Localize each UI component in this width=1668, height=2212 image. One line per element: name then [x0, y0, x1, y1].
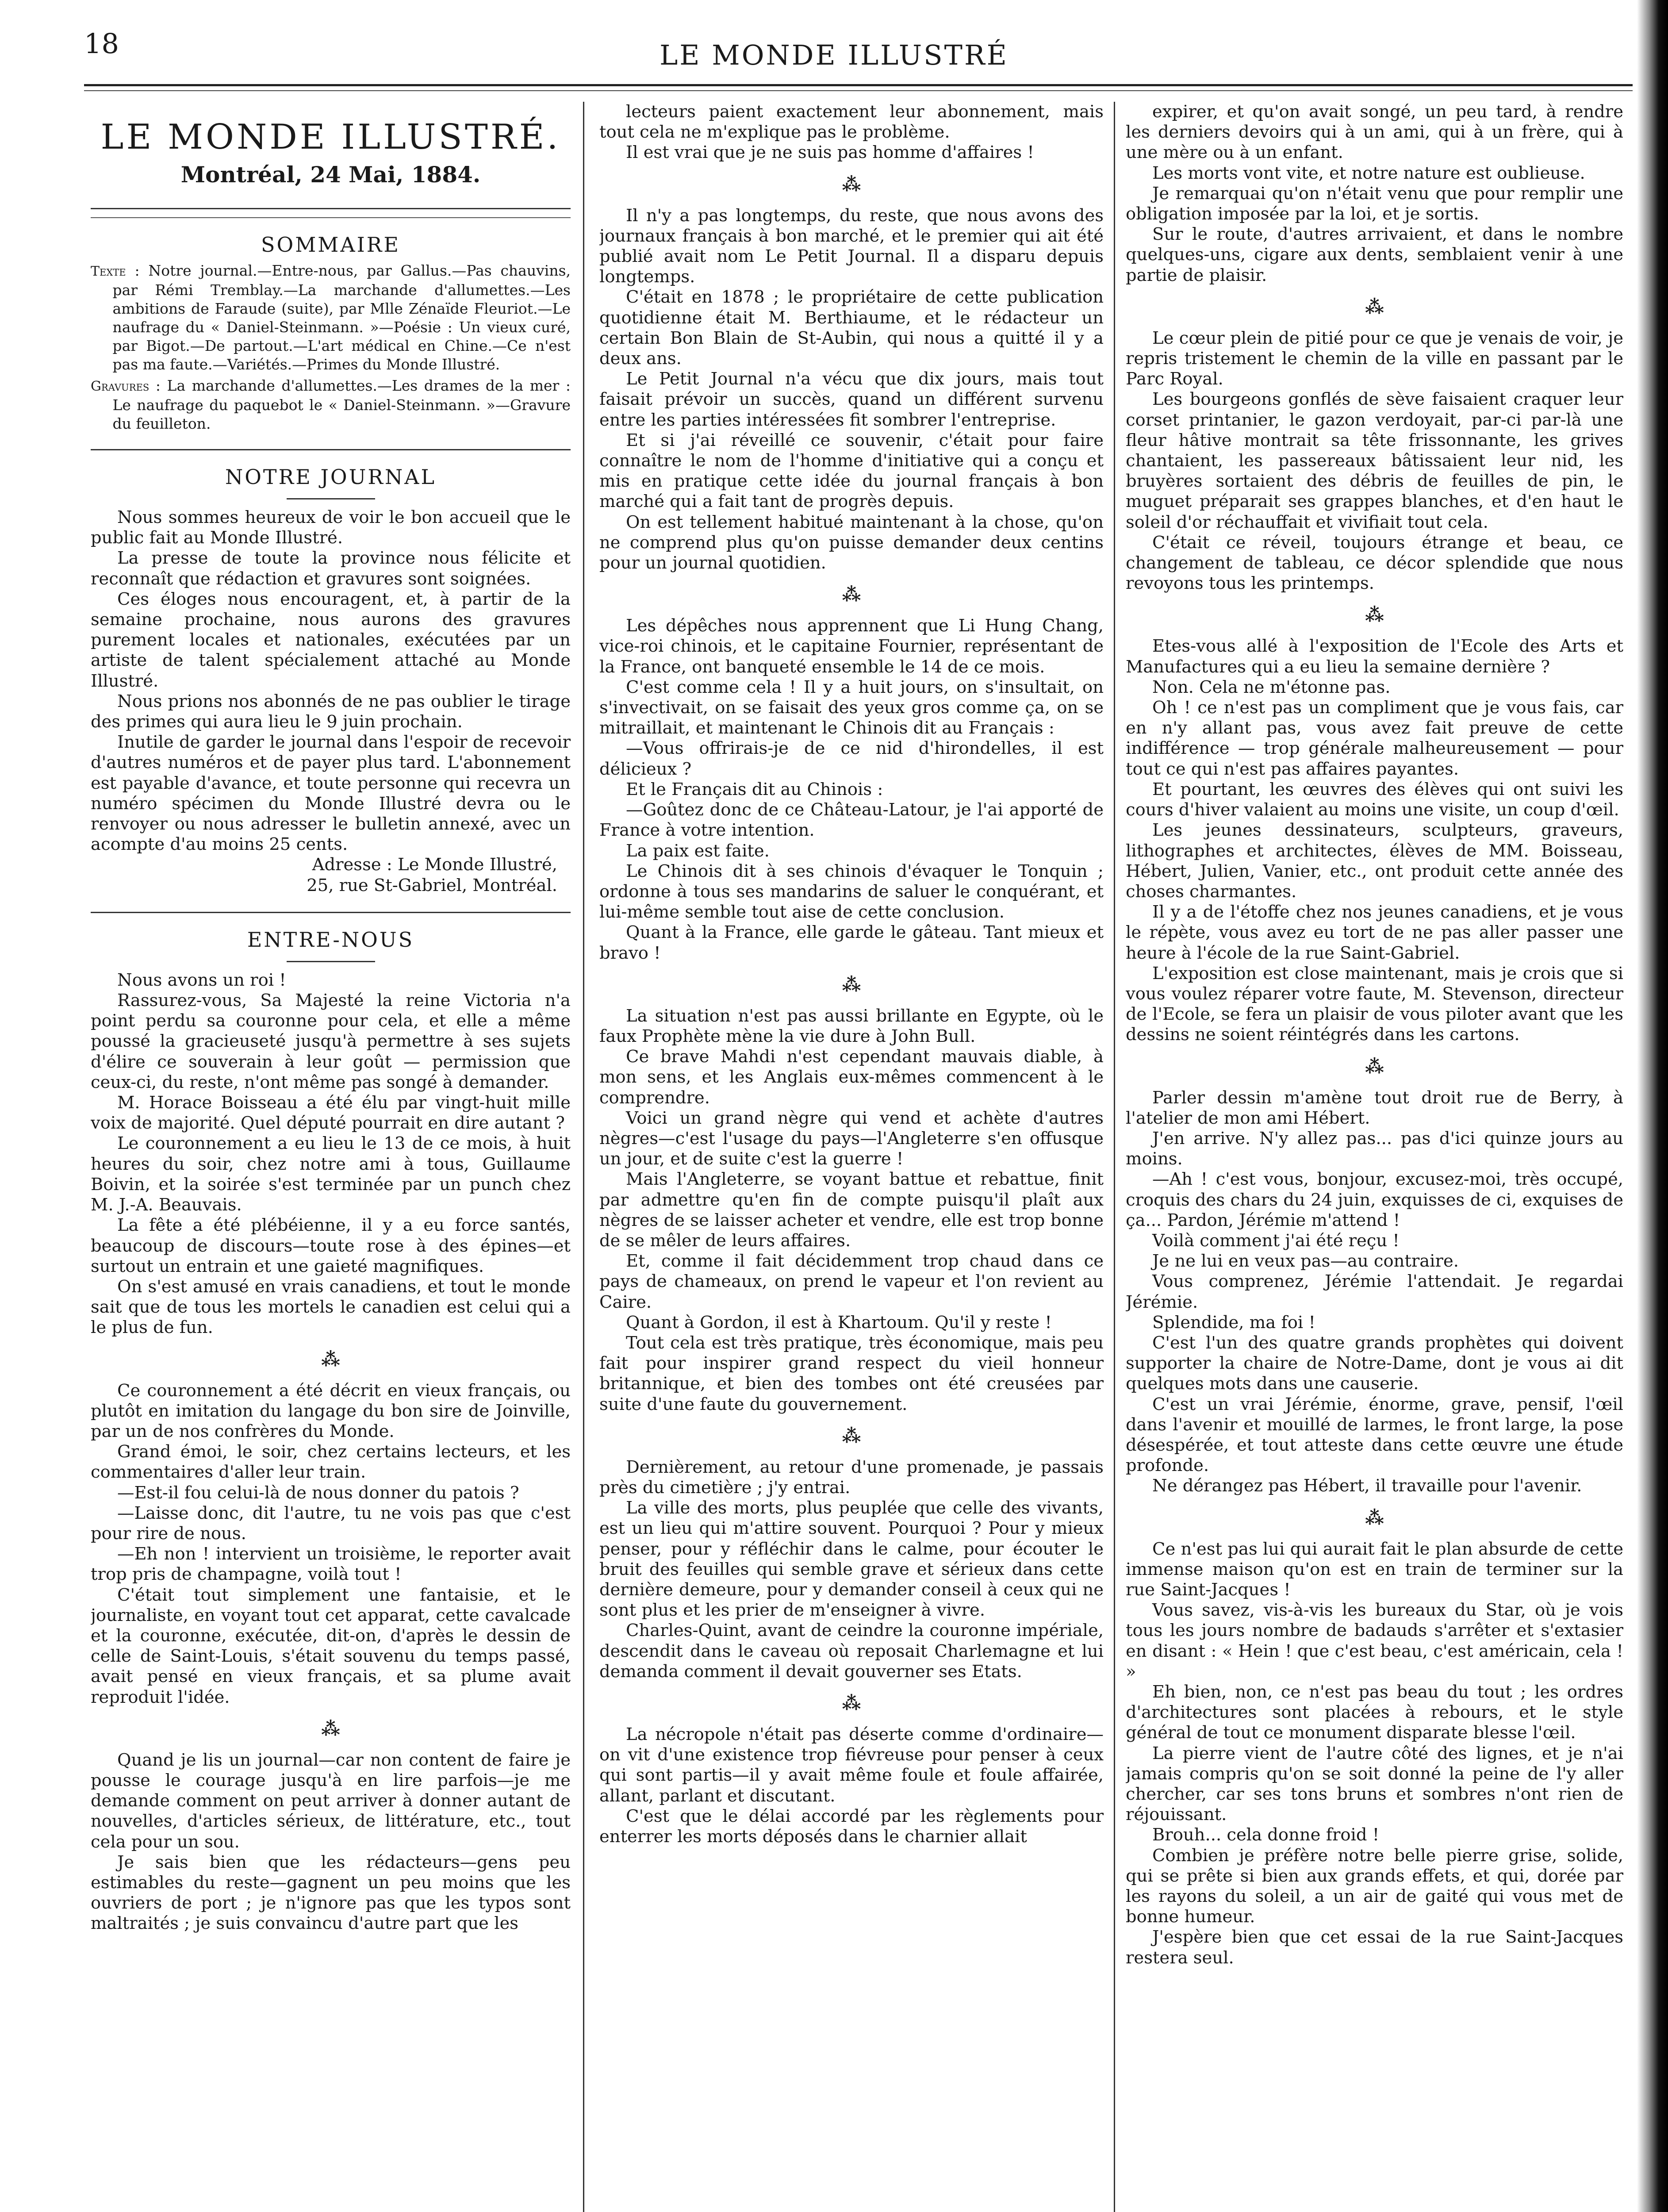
notre-journal-body: [91, 507, 571, 855]
paragraph: Voici un grand nègre qui vend et achète d'autres nègres—c'est l'usage du pays—l'Angleterre s'en offusque un jour, et de suite c'est la guerre !: [599, 1108, 1104, 1169]
paragraph: Nous avons un roi !: [117, 970, 286, 990]
running-title: LE MONDE ILLUSTRÉ: [660, 39, 1008, 71]
paragraph: J'espère bien que cet essai de la rue Saint-Jacques restera seul.: [1126, 1927, 1623, 1968]
page-number: 18: [84, 27, 119, 60]
paragraph: L'exposition est close maintenant, mais je crois que si vous voulez réparer votre faute, M. Stevenson, directeur de l'Ecole, se fera un plaisir de vous piloter avant que les dessins ne soient réintégrés dans les cartons.: [1126, 963, 1623, 1045]
paragraph: La paix est faite.: [626, 841, 770, 861]
col2-part1: [599, 102, 1104, 163]
page-binding-edge: [1637, 0, 1668, 2212]
paragraph: —Vous offrirais-je de ce nid d'hirondelles, il est délicieux ?: [599, 738, 1104, 779]
paragraph: C'est que le délai accordé par les règlements pour enterrer les morts déposés dans le charnier allait: [599, 1806, 1104, 1847]
paragraph: Et, comme il fait décidemment trop chaud dans ce pays de chameaux, on prend le vapeur et l'on revient au Caire.: [599, 1251, 1104, 1312]
paragraph: Je sais bien que les rédacteurs—gens peu estimables du reste—gagnent un peu moins que les ouvriers de port ; je n'ignore pas que les typos sont maltraités ; je suis convaincu d'autre part que les: [91, 1852, 571, 1934]
paragraph: Et si j'ai réveillé ce souvenir, c'était pour faire connaître le nom de l'homme d'initiative qui a conçu et mis en pratique cette idée du journal français à bon marché qui a fait tant de progrès depuis.: [599, 430, 1104, 512]
asterism: ⁂: [842, 1692, 861, 1714]
paragraph: Vous savez, vis-à-vis les bureaux du Star, où je vois tous les jours nombre de badauds s'arrêter et s'extasier en disant : « Hein ! que c'est beau, c'est américain, cela ! »: [1126, 1600, 1623, 1682]
asterism: ⁂: [1365, 604, 1384, 626]
paragraph: Il est vrai que je ne suis pas homme d'affaires !: [626, 142, 1034, 163]
paragraph: C'était tout simplement une fantaisie, et le journaliste, en voyant tout cet apparat, cette cavalcade et la couronne, exécutée, dit-on, d'après le dessin de celle de Saint-Louis, s'était souvenu du temps passé, avait pensé en vieux français, et sa plume avait reproduit l'idée.: [91, 1585, 571, 1707]
asterism: ⁂: [321, 1348, 340, 1370]
column-separator: [1114, 102, 1115, 2212]
paragraph: C'était en 1878 ; le propriétaire de cette publication quotidienne était M. Berthiaume, et le rédacteur un certain Bon Blain de St-Aubin, qui nous a quitté il y a deux ans.: [599, 287, 1104, 369]
asterism: ⁂: [321, 1717, 340, 1740]
paragraph: Combien je préfère notre belle pierre grise, solide, qui se prête si bien aux grands effets, et qui, dorée par les rayons du soleil, a un air de gaité qui vous met de bonne humeur.: [1126, 1845, 1623, 1927]
divider: [91, 912, 571, 913]
paragraph: Charles-Quint, avant de ceindre la couronne impériale, descendit dans le caveau où reposait Charlemagne et lui demanda comment il devait gouverner ses Etats.: [599, 1621, 1104, 1682]
paragraph: C'est comme cela ! Il y a huit jours, on s'insultait, on s'invectivait, on se faisait des yeux gros comme ça, on se mitraillait, et maintenant le Chinois dit au Français :: [599, 677, 1104, 738]
entre-nous-part2: [91, 1381, 571, 1708]
paragraph: Sur le route, d'autres arrivaient, et dans le nombre quelques-uns, cigare aux dents, semblaient venir à une partie de plaisir.: [1126, 224, 1623, 285]
paragraph: J'en arrive. N'y allez pas... pas d'ici quinze jours au moins.: [1126, 1128, 1623, 1169]
divider: [91, 217, 571, 218]
column-1: [91, 102, 571, 2212]
paragraph: Splendide, ma foi !: [1152, 1312, 1315, 1333]
entre-nous-title: ENTRE-NOUS: [247, 927, 414, 952]
paragraph: Mais l'Angleterre, se voyant battue et rebattue, finit par admettre qu'en fin de compte puisqu'il plaît aux nègres de se laisser acheter et vendre, elle est trop bonne de se mêler de leurs affaires.: [599, 1169, 1104, 1251]
paragraph: —Est-il fou celui-là de nous donner du patois ?: [117, 1482, 519, 1503]
paragraph: C'est l'un des quatre grands prophètes qui doivent supporter la chaire de Notre-Dame, dont je vous ai dit quelques mots dans une causerie.: [1126, 1333, 1623, 1394]
sommaire-texte-body: : Notre journal.—Entre-nous, par Gallus.—Pas chauvins, par Rémi Tremblay.—La marchande d'allumettes.—Les ambitions de Faraude (suite), par Mlle Zénaïde Fleuriot.—Le naufrage du « Daniel-Steinmann. »—Poésie : Un vieux curé, par Bigot.—De partout.—L'art médical en Chine.—Ce n'est pas ma faute.—Variétés.—Primes du Monde Illustré.: [112, 262, 571, 373]
paragraph: Le couronnement a eu lieu le 13 de ce mois, à huit heures du soir, chez notre ami à tous, Guillaume Boivin, et la soirée s'est terminée par un punch chez M. J.-A. Beauvais.: [91, 1133, 571, 1215]
sommaire-gravures: [91, 376, 571, 433]
col3-part1: [1126, 102, 1623, 286]
paragraph: Parler dessin m'amène tout droit rue de Berry, à l'atelier de mon ami Hébert.: [1126, 1087, 1623, 1128]
paragraph: Ce n'est pas lui qui aurait fait le plan absurde de cette immense maison qu'on est en train de terminer sur la rue Saint-Jacques !: [1126, 1539, 1623, 1600]
col2-part5: [599, 1457, 1104, 1682]
divider: [91, 208, 571, 209]
paragraph: Brouh... cela donne froid !: [1152, 1825, 1380, 1845]
paragraph: Les morts vont vite, et notre nature est oublieuse.: [1152, 163, 1585, 183]
col3-part4: [1126, 1088, 1623, 1497]
paragraph: —Ah ! c'est vous, bonjour, excusez-moi, très occupé, croquis des chars du 24 juin, exquisses de ci, exquises de ça... Pardon, Jérémie m'attend !: [1126, 1169, 1623, 1230]
paragraph: Je remarquai qu'on n'était venu que pour remplir une obligation imposée par la loi, et je sortis.: [1126, 183, 1623, 224]
paragraph: On est tellement habitué maintenant à la chose, qu'on ne comprend plus qu'on puisse demander deux centins pour un journal quotidien.: [599, 512, 1104, 573]
paragraph: Nous sommes heureux de voir le bon accueil que le public fait au Monde Illustré.: [91, 507, 571, 548]
paragraph: La nécropole n'était pas déserte comme d'ordinaire—on vit d'une existence trop fiévreuse pour penser à ceux qui sont partis—il y avait même foule et foule affairée, allant, parlant et discutant.: [599, 1724, 1104, 1806]
asterism: ⁂: [842, 173, 861, 195]
paragraph: Il n'y a pas longtemps, du reste, que nous avons des journaux français à bon marché, et le premier qui ait été publié avait nom Le Petit Journal. Il a disparu depuis longtemps.: [599, 205, 1104, 287]
col2-part4: [599, 1006, 1104, 1415]
paragraph: Rassurez-vous, Sa Majesté la reine Victoria n'a point perdu sa couronne pour cela, et elle a même poussé la gracieuseté jusqu'à permettre à ses sujets d'élire ce souverain à leur goût — permission que ceux-ci, du reste, n'ont même pas songé à demander.: [91, 991, 571, 1092]
paragraph: La fête a été plébéienne, il y a eu force santés, beaucoup de discours—toute rose à des épines—et surtout un entrain et une gaieté magnifiques.: [91, 1215, 571, 1276]
asterism: ⁂: [1365, 296, 1384, 318]
paragraph: C'était ce réveil, toujours étrange et beau, ce changement de tableau, ce décor splendide que nous revoyons tous les printemps.: [1126, 532, 1623, 594]
paragraph: Les jeunes dessinateurs, sculpteurs, graveurs, lithographes et architectes, élèves de MM. Boisseau, Hébert, Julien, Vanier, etc., ont produit cette année des choses charmantes.: [1126, 820, 1623, 902]
entre-nous-part3: [91, 1750, 571, 1934]
paragraph: Inutile de garder le journal dans l'espoir de recevoir d'autres numéros et de payer plus tard. L'abonnement est payable d'avance, et toute personne qui recevra un numéro spécimen du Monde Illustré devra ou le renvoyer ou nous adresser le bulletin annexé, avec un acompte d'au moins 25 cents.: [91, 732, 571, 855]
paragraph: Nous prions nos abonnés de ne pas oublier le tirage des primes qui aura lieu le 9 juin prochain.: [91, 691, 571, 732]
divider: [91, 449, 571, 450]
masthead-title: LE MONDE ILLUSTRÉ.: [100, 117, 561, 157]
address-line: 25, rue St-Gabriel, Montréal.: [307, 875, 557, 895]
paragraph: C'est un vrai Jérémie, énorme, grave, pensif, l'œil dans l'avenir et mouillé de larmes, le front large, la pose désespérée, et tout atteste dans cette œuvre une étude profonde.: [1126, 1394, 1623, 1476]
sommaire-gravures-label: Gravures: [91, 379, 150, 394]
asterism: ⁂: [842, 584, 861, 606]
column-2: [599, 102, 1104, 2212]
paragraph: La pierre vient de l'autre côté des lignes, et je n'ai jamais compris qu'on se soit donné la peine de l'y aller chercher, car ses tons bruns et sombres n'ont rien de réjouissant.: [1126, 1743, 1623, 1825]
sommaire-gravures-body: : La marchande d'allumettes.—Les drames de la mer : Le naufrage du paquebot le « Daniel-Steinmann. »—Gravure du feuilleton.: [112, 377, 571, 432]
masthead-date: Montréal, 24 Mai, 1884.: [180, 161, 481, 188]
paragraph: Oh ! ce n'est pas un compliment que je vous fais, car en n'y allant pas, vous avez fait preuve de cette indifférence — trop générale malheureusement — pour tout ce qui n'est pas affaires payantes.: [1126, 698, 1623, 779]
column-separator: [583, 102, 584, 2212]
paragraph: La ville des morts, plus peuplée que celle des vivants, est un lieu qui m'attire souvent. Pourquoi ? Pour y mieux penser, pour y réfléchir dans le calme, pour écouter le bruit des feuilles qui semble grave et sérieux dans cette dernière demeure, pour y demander conseil à ceux qui ne sont plus et les prier de m'enseigner à vivre.: [599, 1498, 1104, 1621]
header-rule: [84, 84, 1633, 86]
paragraph: Je ne lui en veux pas—au contraire.: [1152, 1251, 1459, 1271]
paragraph: Le cœur plein de pitié pour ce que je venais de voir, je repris tristement le chemin de la ville en passant par le Parc Royal.: [1126, 328, 1623, 389]
paragraph: Eh bien, non, ce n'est pas beau du tout ; les ordres d'architectures sont placées à rebours, et le style général de tout ce monument disparate blesse l'œil.: [1126, 1682, 1623, 1743]
sommaire-title: SOMMAIRE: [261, 233, 401, 257]
paragraph: La presse de toute la province nous félicite et reconnaît que rédaction et gravures sont soignées.: [91, 548, 571, 589]
col3-part3: [1126, 636, 1623, 1045]
paragraph: Et pourtant, les œuvres des élèves qui ont suivi les cours d'hiver valaient au moins une visite, un coup d'œil.: [1126, 779, 1623, 820]
paragraph: Tout cela est très pratique, très économique, mais peu fait pour inspirer grand respect du vieil honneur britannique, et bien des tombes ont été creusées par suite d'une faute du gouvernement.: [599, 1333, 1104, 1414]
paragraph: Ne dérangez pas Hébert, il travaille pour l'avenir.: [1152, 1476, 1582, 1496]
divider: [287, 498, 375, 499]
paragraph: Le Chinois dit à ses chinois d'évaquer le Tonquin ; ordonne à tous ses mandarins de saluer le conquérant, et lui-même semble tout aise de cette conclusion.: [599, 861, 1104, 922]
header-rule-thin: [84, 90, 1633, 91]
paragraph: —Laisse donc, dit l'autre, tu ne vois pas que c'est pour rire de nous.: [91, 1503, 571, 1544]
paragraph: Ce couronnement a été décrit en vieux français, ou plutôt en imitation du langage du bon sire de Joinville, par un de nos confrères du Monde.: [91, 1380, 571, 1441]
asterism: ⁂: [1365, 1506, 1384, 1528]
address-line: Adresse : Le Monde Illustré,: [312, 855, 557, 875]
paragraph: expirer, et qu'on avait songé, un peu tard, à rendre les derniers devoirs qui à un ami, qui à un frère, qui à une mère ou à un enfant.: [1126, 102, 1623, 163]
paragraph: Les dépêches nous apprennent que Li Hung Chang, vice-roi chinois, et le capitaine Fournier, représentant de la France, ont banqueté ensemble le 14 de ce mois.: [599, 616, 1104, 677]
paragraph: Dernièrement, au retour d'une promenade, je passais près du cimetière ; j'y entrai.: [599, 1457, 1104, 1498]
paragraph: Quand je lis un journal—car non content de faire je pousse le courage jusqu'à en lire parfois—je me demande comment on peut arriver à donner autant de nouvelles, d'articles sérieux, de littérature, etc., tout cela pour un sou.: [91, 1750, 571, 1852]
col2-part3: [599, 616, 1104, 963]
sommaire-texte-label: Texte: [91, 264, 126, 279]
asterism: ⁂: [842, 973, 861, 995]
asterism: ⁂: [1365, 1055, 1384, 1077]
paragraph: Le Petit Journal n'a vécu que dix jours, mais tout faisait prévoir un succès, quand un différent survenu entre les parties intéressées fit sombrer l'entreprise.: [599, 369, 1104, 430]
paragraph: Il y a de l'étoffe chez nos jeunes canadiens, et je vous le répète, vous avez eu tort de ne pas aller passer une heure à l'école de la rue Saint-Gabriel.: [1126, 902, 1623, 963]
paragraph: lecteurs paient exactement leur abonnement, mais tout cela ne m'explique pas le problème.: [599, 102, 1104, 142]
divider: [287, 961, 375, 962]
paragraph: M. Horace Boisseau a été élu par vingt-huit mille voix de majorité. Quel député pourrait en dire autant ?: [91, 1093, 571, 1133]
paragraph: Quant à Gordon, il est à Khartoum. Qu'il y reste !: [626, 1312, 1052, 1333]
paragraph: Et le Français dit au Chinois :: [626, 779, 883, 799]
column-3: [1126, 102, 1623, 2212]
paragraph: Les bourgeons gonflés de sève faisaient craquer leur corset printanier, le gazon verdoyait, par-ci par-là une fleur hâtive montrait sa tête frissonnante, les grives chantaient, les passereaux bâtissaient leur nid, les bruyères sortaient des débris de feuilles de pin, le muguet préparait ses grappes blanches, et d'en haut le soleil d'or réchauffait et vivifiait tout cela.: [1126, 389, 1623, 532]
paragraph: La situation n'est pas aussi brillante en Egypte, où le faux Prophète mène la vie dure à John Bull.: [599, 1006, 1104, 1046]
paragraph: Ce brave Mahdi n'est cependant mauvais diable, à mon sens, et les Anglais eux-mêmes commencent à le comprendre.: [599, 1047, 1104, 1108]
asterism: ⁂: [842, 1425, 861, 1447]
sommaire-texte: [91, 261, 571, 374]
col2-part2: [599, 206, 1104, 574]
paragraph: —Eh non ! intervient un troisième, le reporter avait trop pris de champagne, voilà tout !: [91, 1544, 571, 1585]
paragraph: Quant à la France, elle garde le gâteau. Tant mieux et bravo !: [599, 922, 1104, 963]
paragraph: Etes-vous allé à l'exposition de l'Ecole des Arts et Manufactures qui a eu lieu la semaine dernière ?: [1126, 636, 1623, 677]
entre-nous-part1: [91, 970, 571, 1338]
col2-part6: [599, 1724, 1104, 1847]
paragraph: On s'est amusé en vrais canadiens, et tout le monde sait que de tous les mortels le canadien est celui qui a le plus de fun.: [91, 1276, 571, 1338]
col3-part5: [1126, 1539, 1623, 1968]
paragraph: —Goûtez donc de ce Château-Latour, je l'ai apporté de France à votre intention.: [599, 800, 1104, 841]
paragraph: Ces éloges nous encouragent, et, à partir de la semaine prochaine, nous aurons des gravures purement locales et nationales, exécutées par un artiste de talent spécialement attaché au Monde Illustré.: [91, 589, 571, 691]
col3-part2: [1126, 328, 1623, 594]
paragraph: Vous comprenez, Jérémie l'attendait. Je regardai Jérémie.: [1126, 1271, 1623, 1312]
paragraph: Voilà comment j'ai été reçu !: [1152, 1230, 1400, 1251]
paragraph: Non. Cela ne m'étonne pas.: [1152, 677, 1391, 697]
notre-journal-title: NOTRE JOURNAL: [225, 465, 437, 489]
paragraph: Grand émoi, le soir, chez certains lecteurs, et les commentaires d'aller leur train.: [91, 1442, 571, 1482]
